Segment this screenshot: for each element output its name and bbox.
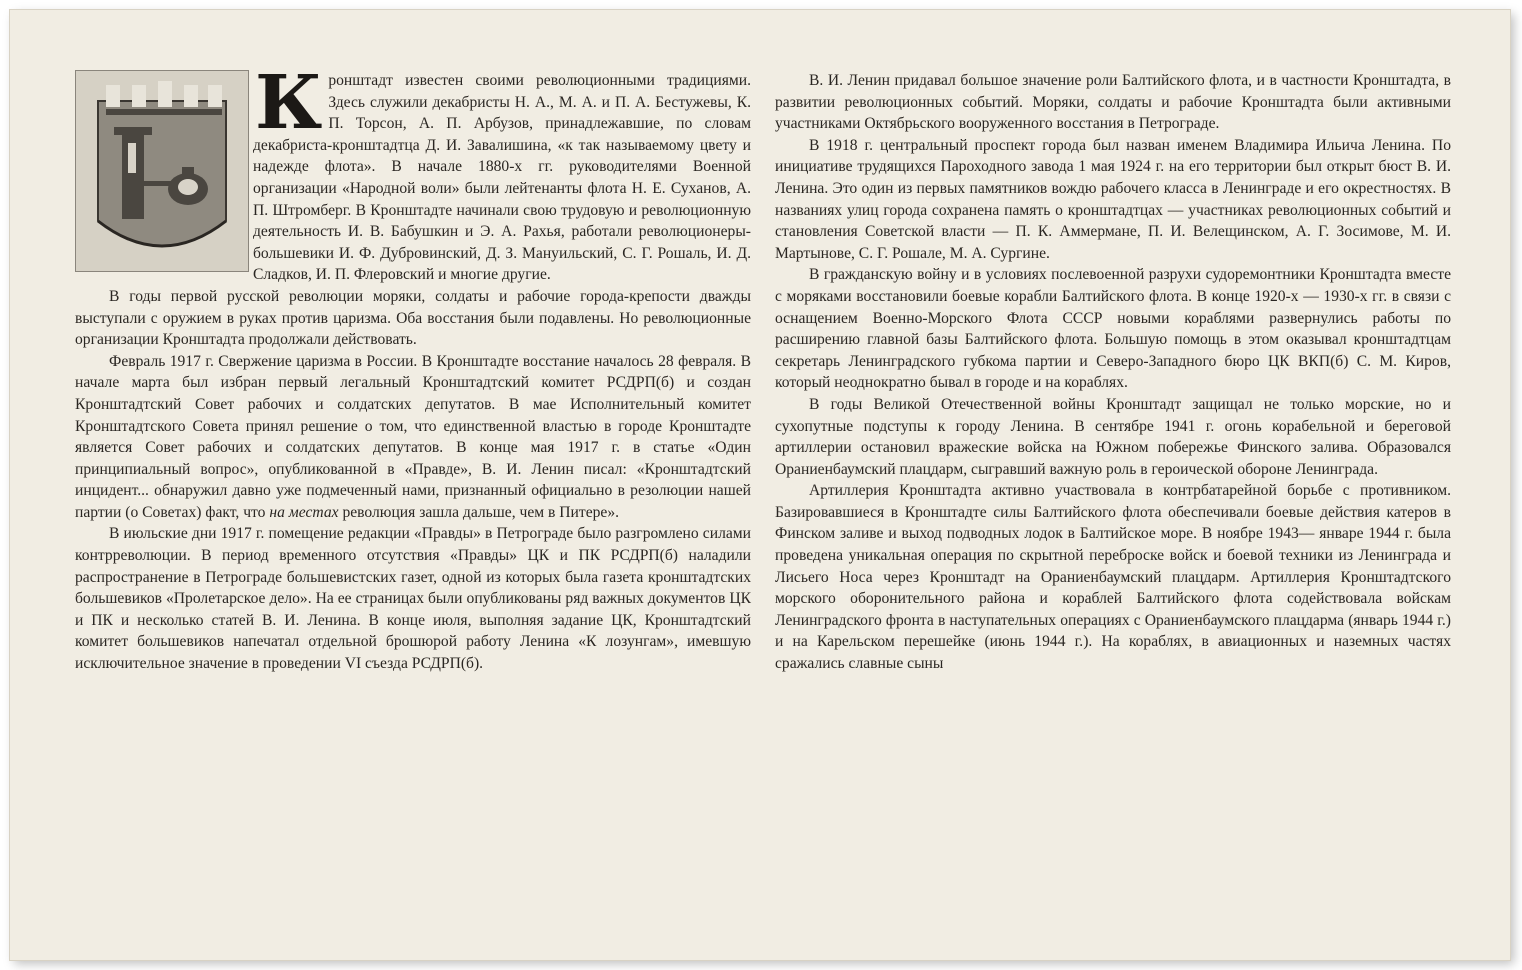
paragraph-3-italic: на местах: [269, 503, 339, 521]
drop-cap-letter: К: [255, 60, 323, 146]
paragraph-2: В годы первой русской революции моряки, солдаты и рабочие города-крепости дважды выступали с оружием в руках против царизма. Оба восстания были подавлены. Но революционные организации Кронштадта продолжали действовать.: [75, 287, 751, 349]
paragraph-7: В гражданскую войну и в условиях послевоенной разрухи судоремонтники Кронштадта вместе с моряками восстановили боевые корабли Балтийского флота. В конце 1920-х — 1930-х гг. в связи с оснащением Военно-Морского Флота СССР новыми кораблями развернулись работы по расширению главной базы Балтийского флота. Большую помощь в этом оказывал кронштадтцам секретарь Ленинградского губкома партии и Северо-Западного бюро ЦК ВКП(б) С. М. Киров, который неоднократно бывал в городе и на кораблях.: [775, 266, 1451, 392]
paragraph-9: Артиллерия Кронштадта активно участвовала в контрбатарейной борьбе с противником. Базировавшиеся в Кронштадте силы Балтийского флота обеспечивали боевые действия катеров в Финском заливе и выход подводных лодок в Балтийское море. В ноябре 1943— январе 1944 г. была проведена уникальная операция по скрытной переброске войск и боевой техники из Ленинграда и Лисьего Носа через Кронштадт на Ораниенбаумский плацдарм. Артиллерия Кронштадтского морского оборонительного района и кораблей Балтийского флота содействовала войскам Ленинградского фронта в наступательных операциях с Ораниенбаумского плацдарма (январь 1944 г.) и на Карельском перешейке (июнь 1944 г.). На кораблях, в авиационных и наземных частях сражались славные сыны: [775, 482, 1451, 673]
paragraph-6: В 1918 г. центральный проспект города был назван именем Владимира Ильича Ленина. По инициативе трудящихся Пароходного завода 1 мая 1924 г. на его территории был открыт бюст В. И. Ленина. Это один из первых памятников вождю рабочего класса в Ленинграде и его окрестностях. В названиях улиц города сохранена память о кронштадтцах — участниках революционных событий и становления Советской власти — П. К. Аммермане, П. И. Велещинском, А. Г. Зосимове, М. И. Мартынове, С. Г. Рошале, М. А. Сургине.: [775, 136, 1451, 262]
paragraph-5: В. И. Ленин придавал большое значение роли Балтийского флота, и в частности Кронштадта, в развитии революционных событий. Моряки, солдаты и рабочие Кронштадта были активными участниками Октябрьского вооруженного восстания в Петрограде.: [775, 72, 1451, 133]
left-column: [75, 60, 751, 675]
paragraph-8: В годы Великой Отечественной войны Кронштадт защищал не только морские, но и сухопутные подступы к городу Ленина. В сентябре 1941 г. огонь корабельной и береговой артиллерии остановил вражеские войска на Южном побережье Финского залива. Образовался Ораниенбаумский плацдарм, сыгравший важную роль в героической обороне Ленинграда.: [775, 395, 1451, 478]
right-column: [775, 70, 1451, 675]
paragraph-3-text-after: революция зашла дальше, чем в Питере».: [338, 503, 620, 521]
paragraph-1: ронштадт известен своими революционными традициями. Здесь служили декабристы Н. А., М. А. и П. А. Бестужевы, К. П. Торсон, А. П. Арбузов, принадлежавшие, по словам декабриста-кронштадтца Д. И. Завалишина, «к так называемому цвету и надежде флота». В начале 1880-х гг. руководителями Военной организации «Народной воли» были лейтенанты флота Н. Е. Суханов, А. П. Штромберг. В Кронштадте начинали свою трудовую и революционную деятельность И. В. Бабушкин и Э. А. Рахья, работали революционеры-большевики И. Ф. Дубровинский, Д. З. Мануильский, С. Г. Рошаль, И. Д. Сладков, И. П. Флеровский и многие другие.: [253, 72, 751, 284]
kronstadt-coat-of-arms-emblem: [75, 70, 249, 272]
paragraph-3-text-before: Февраль 1917 г. Свержение царизма в России. В Кронштадте восстание началось 28 февраля. В начале марта был избран первый легальный Кронштадтский комитет РСДРП(б) и создан Кронштадтский Совет рабочих и солдатских депутатов. В мае Исполнительный комитет Кронштадтского Совета принял решение о том, что единственной властью в городе Кронштадте является Совет рабочих и солдатских депутатов. В конце мая 1917 г. в статье «Один принципиальный вопрос», опубликованной в «Правде», В. И. Ленин писал: «Кронштадтский инцидент... обнаружил давно уже подмеченный нами, признанный официально в резолюции нашей партии (о Советах) факт, что: [75, 352, 751, 521]
paragraph-3: [75, 351, 751, 524]
paragraph-4: В июльские дни 1917 г. помещение редакции «Правды» в Петрограде было разгромлено силами контрреволюции. В период временного отсутствия «Правды» ЦК и ПК РСДРП(б) наладили распространение в Петрограде большевистских газет, одной из которых была газета кронштадтских большевиков «Пролетарское дело». На ее страницах были опубликованы ряд важных документов ЦК и ПК и несколько статей В. И. Ленина. В конце июля, выполняя задание ЦК, Кронштадтский комитет большевиков напечатал отдельной брошюрой работу Ленина «К лозунгам», имевшую исключительное значение в проведении VI съезда РСДРП(б).: [75, 525, 751, 673]
page-sheet: [10, 10, 1510, 960]
coat-of-arms-icon: [76, 71, 248, 271]
